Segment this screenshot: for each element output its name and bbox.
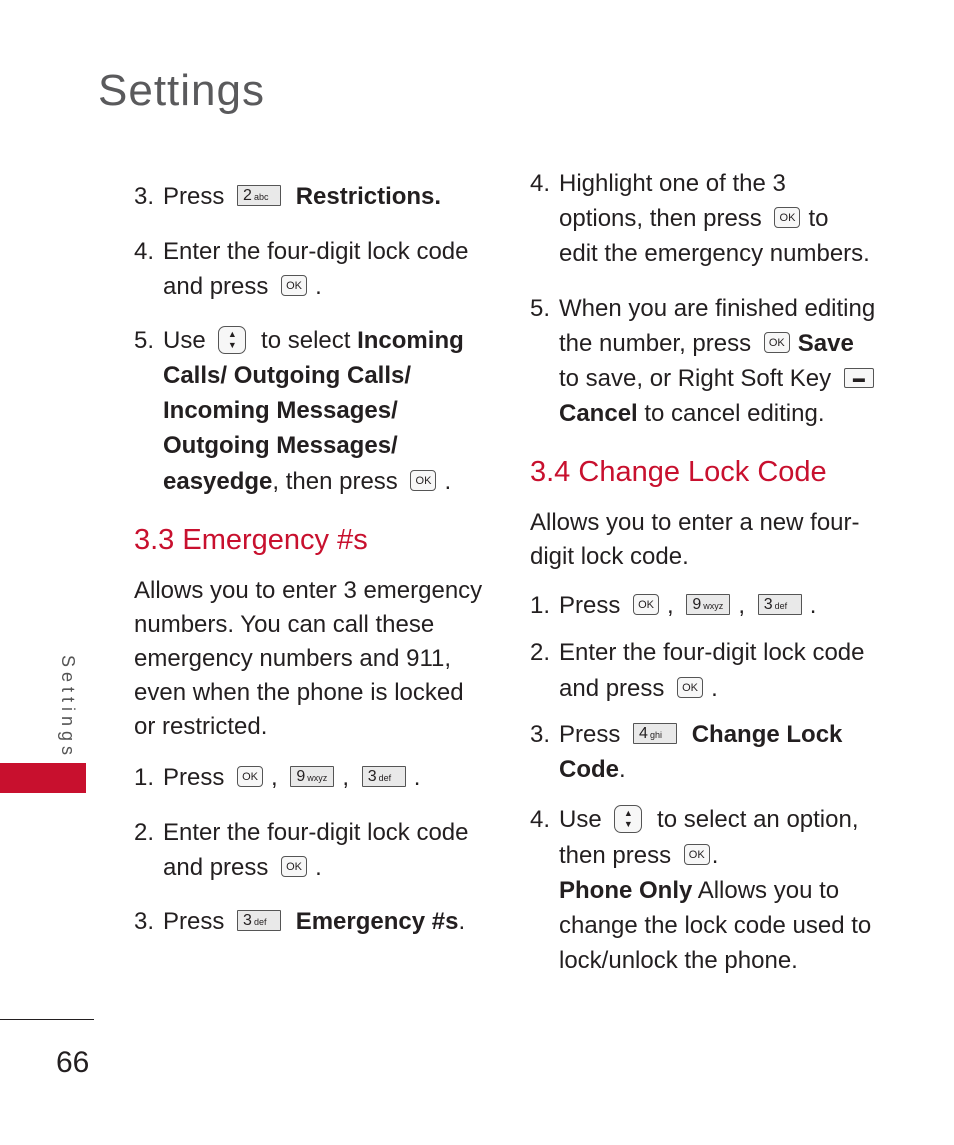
emergency-step-2-line-2: and press OK . xyxy=(163,854,322,881)
emergency-para-3: emergency numbers and 911, xyxy=(134,645,452,672)
side-tab-marker xyxy=(0,763,86,793)
ok-key-icon: OK xyxy=(281,856,307,877)
nav-key-icon: ▲ ▼ xyxy=(614,805,642,833)
change-step-2: 2. Enter the four-digit lock code xyxy=(530,639,865,666)
step-5-line-4: Cancel to cancel editing. xyxy=(559,400,825,427)
page-title: Settings xyxy=(98,66,265,115)
side-section-label: Settings xyxy=(58,655,78,761)
ok-key-icon: OK xyxy=(684,844,710,865)
change-para-2: digit lock code. xyxy=(530,543,689,570)
ok-key-icon: OK xyxy=(410,470,436,491)
key-3-icon: 3 def xyxy=(758,594,802,615)
emergency-para-1: Allows you to enter 3 emergency xyxy=(134,577,483,604)
footer-rule xyxy=(0,1019,94,1020)
change-step-1: 1. Press OK , 9 wxyz , 3 def . xyxy=(530,592,817,619)
step-4-line-3: edit the emergency numbers. xyxy=(559,240,870,267)
right-soft-key-icon: ▬ xyxy=(844,368,874,388)
emergency-step-1: 1. Press OK , 9 wxyz , 3 def . xyxy=(134,764,421,791)
ok-key-icon: OK xyxy=(633,594,659,615)
step-4-line-2: and press OK . xyxy=(163,273,322,300)
step-5-line-2: Calls/ Outgoing Calls/ xyxy=(163,362,412,389)
step-5-line-5: easyedge, then press OK . xyxy=(163,468,452,495)
key-2-icon: 2 abc xyxy=(237,185,281,206)
key-9-icon: 9 wxyz xyxy=(686,594,730,615)
ok-key-icon: OK xyxy=(281,275,307,296)
step-4-highlight: 4. Highlight one of the 3 xyxy=(530,170,786,197)
nav-key-icon: ▲ ▼ xyxy=(218,326,246,354)
phone-only-line-3: lock/unlock the phone. xyxy=(559,947,798,974)
change-step-3-line-2: Code. xyxy=(559,756,626,783)
ok-key-icon: OK xyxy=(677,677,703,698)
ok-key-icon: OK xyxy=(237,766,263,787)
key-3-icon: 3 def xyxy=(362,766,406,787)
emergency-step-3: 3. Press 3 def Emergency #s. xyxy=(134,908,466,935)
step-5-line-2: the number, press OK Save xyxy=(559,330,854,357)
ok-key-icon: OK xyxy=(774,207,800,228)
step-5-select: 5. Use ▲ ▼ to select Incoming xyxy=(134,327,464,354)
key-9-icon: 9 wxyz xyxy=(290,766,334,787)
step-5-line-4: Outgoing Messages/ xyxy=(163,432,398,459)
step-5-line-3: Incoming Messages/ xyxy=(163,397,398,424)
emergency-heading: 3.3 Emergency #s xyxy=(134,524,368,556)
phone-only-line-2: change the lock code used to xyxy=(559,912,872,939)
emergency-para-2: numbers. You can call these xyxy=(134,611,435,638)
key-4-icon: 4 ghi xyxy=(633,723,677,744)
change-lock-code-heading: 3.4 Change Lock Code xyxy=(530,456,827,488)
step-4-line-2: options, then press OK to xyxy=(559,205,829,232)
change-step-3: 3. Press 4 ghi Change Lock xyxy=(530,721,843,748)
change-step-4-line-2: then press OK . xyxy=(559,842,719,869)
change-step-2-line-2: and press OK . xyxy=(559,675,718,702)
step-4-enter-code: 4. Enter the four-digit lock code xyxy=(134,238,469,265)
step-5-line-3: to save, or Right Soft Key ▬ xyxy=(530,361,882,396)
ok-key-icon: OK xyxy=(764,332,790,353)
emergency-para-5: or restricted. xyxy=(134,713,268,740)
phone-only-line-1: Phone Only Allows you to xyxy=(559,877,840,904)
change-para-1: Allows you to enter a new four- xyxy=(530,509,860,536)
emergency-para-4: even when the phone is locked xyxy=(134,679,464,706)
step-3-restrictions: 3. Press 2 abc Restrictions. xyxy=(134,183,442,210)
key-3-icon: 3 def xyxy=(237,910,281,931)
step-5-finished: 5. When you are finished editing xyxy=(530,295,876,322)
emergency-step-2: 2. Enter the four-digit lock code xyxy=(134,819,469,846)
change-step-4: 4. Use ▲ ▼ to select an option, xyxy=(530,806,859,833)
page-number: 66 xyxy=(56,1046,90,1079)
